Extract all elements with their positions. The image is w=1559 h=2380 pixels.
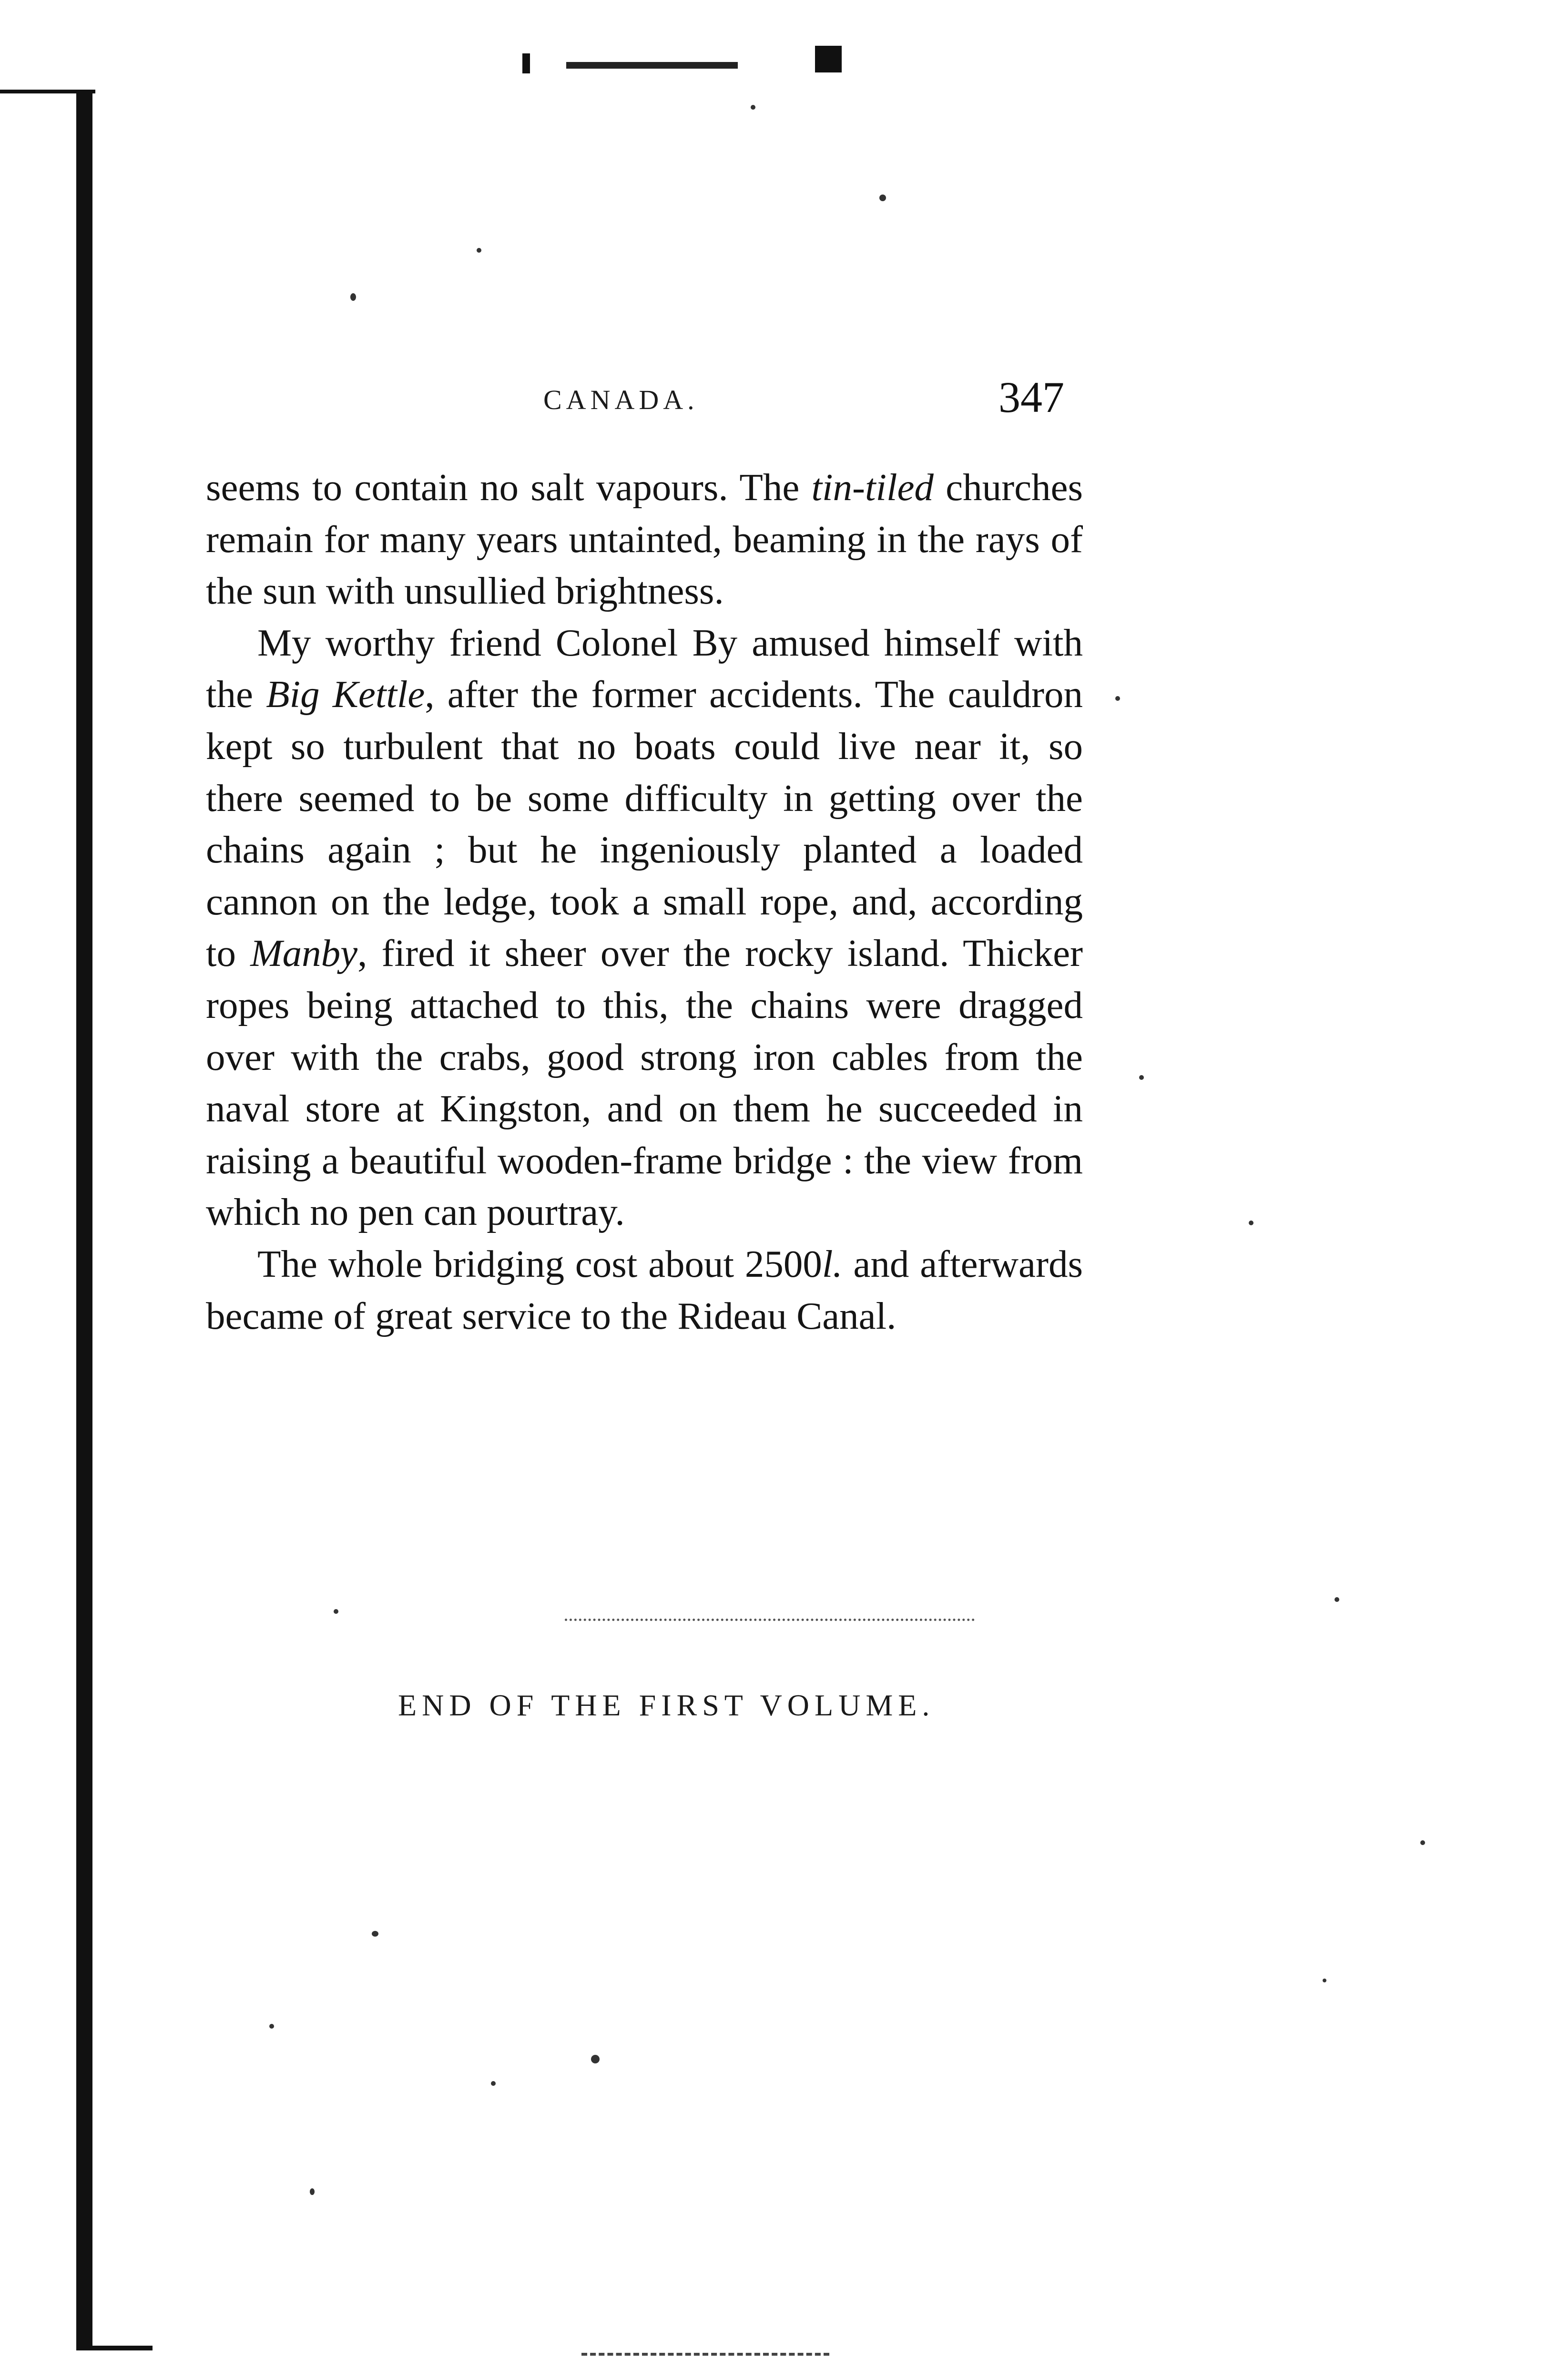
body-text bbox=[206, 462, 1083, 1342]
end-of-volume-note: END OF THE FIRST VOLUME. bbox=[398, 1688, 935, 1722]
text-run: , fired it sheer over the rocky island. Thicker ropes being attached to this, the chains were dragged over with the crabs, good strong iron cables from the naval store at Kingston, and on them he succeeded in raising a beautiful wooden-frame bridge : the view from which no pen can pourtray. bbox=[206, 932, 1083, 1234]
scan-speck bbox=[372, 1931, 378, 1937]
text-run: The whole bridging cost about 2500 bbox=[257, 1242, 822, 1285]
scan-dashes bbox=[581, 2353, 829, 2356]
dotted-divider bbox=[565, 1619, 975, 1621]
scan-speck bbox=[350, 293, 356, 301]
paragraph bbox=[206, 1238, 1083, 1342]
scan-mark bbox=[522, 53, 530, 73]
text-run: My worthy friend Colonel By amused himself with the bbox=[206, 621, 1083, 716]
text-run: seems to contain no salt vapours. The bbox=[206, 466, 812, 509]
italic-run: l. bbox=[822, 1242, 843, 1285]
scan-speck bbox=[310, 2188, 315, 2195]
scan-speck bbox=[334, 1609, 338, 1614]
scan-speck bbox=[1139, 1075, 1144, 1080]
scan-speck bbox=[1420, 1840, 1425, 1845]
italic-run: Manby bbox=[250, 932, 358, 975]
scan-speck bbox=[751, 105, 755, 110]
scan-speck bbox=[1249, 1221, 1253, 1225]
text-run: churches remain for many years untainted, beaming in the rays of the sun with unsullied brightness. bbox=[206, 466, 1083, 613]
scan-speck bbox=[491, 2081, 496, 2086]
scan-speck bbox=[477, 248, 481, 253]
paragraph bbox=[206, 617, 1083, 1238]
italic-run: Big Kettle bbox=[266, 673, 425, 716]
scan-speck bbox=[1335, 1597, 1339, 1602]
binding-edge-top bbox=[0, 90, 95, 93]
page-number: 347 bbox=[999, 373, 1064, 421]
paragraph bbox=[206, 462, 1083, 617]
italic-run: tin-tiled bbox=[811, 466, 934, 509]
text-run: and afterwards became of great service to the Rideau Canal. bbox=[206, 1242, 1083, 1337]
scan-mark bbox=[815, 46, 842, 72]
scan-speck bbox=[269, 2024, 274, 2029]
scan-speck bbox=[879, 195, 886, 201]
text-run: , after the former accidents. The cauldron kept so turbulent that no boats could live near it, so there seemed to be some difficulty in getting over the chains again ; but he ingeniously planted a loaded cannon on the ledge, took a small rope, and, according to bbox=[206, 673, 1083, 975]
scan-speck bbox=[1115, 696, 1120, 701]
scan-speck bbox=[1323, 1979, 1326, 1982]
binding-shadow bbox=[76, 91, 92, 2350]
scan-mark bbox=[566, 62, 738, 69]
running-title: CANADA. bbox=[543, 384, 699, 415]
scan-speck bbox=[591, 2055, 600, 2063]
binding-edge-bottom bbox=[76, 2346, 153, 2350]
